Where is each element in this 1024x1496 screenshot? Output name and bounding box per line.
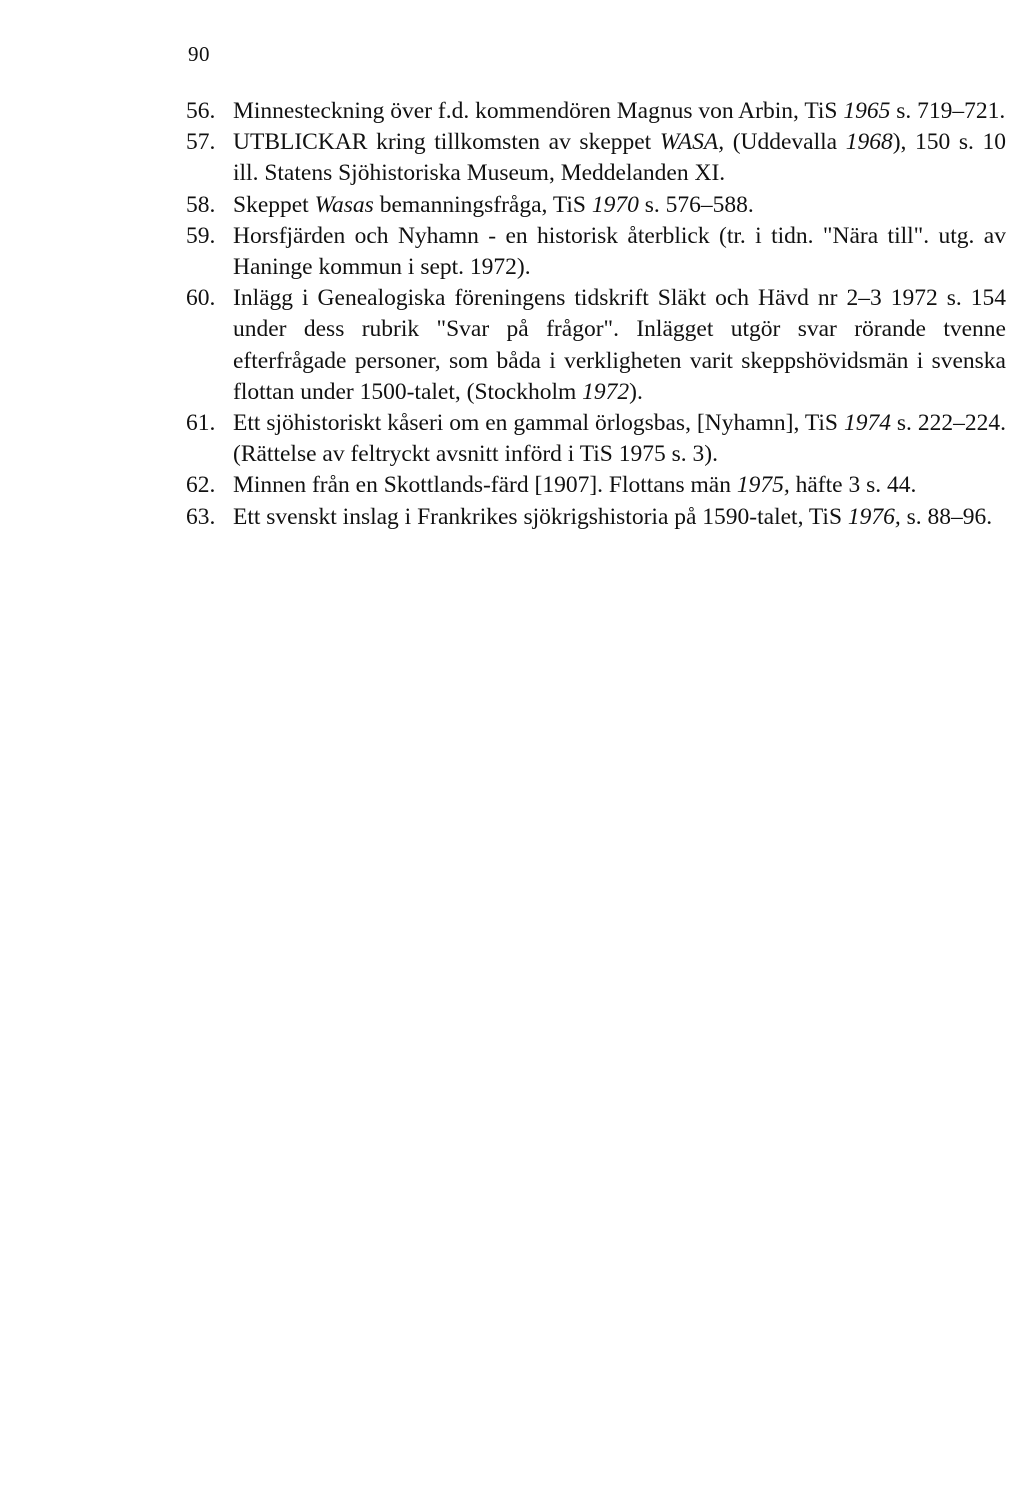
entry-text-italic: 1974 <box>843 410 891 437</box>
entry-text-segment: Minnen från en Skottlands-färd [1907]. Flottans män <box>233 472 737 499</box>
entry-number: 60. <box>186 285 216 312</box>
bibliography-list <box>186 96 1006 533</box>
entry-text-segment: s. 222–224. (Rättelse av feltryckt avsnitt införd i TiS 1975 s. 3). <box>233 410 1006 468</box>
entry-text-segment: ). <box>629 378 643 405</box>
bibliography-entry <box>186 408 1006 470</box>
entry-text-segment: (Uddevalla <box>724 129 846 156</box>
bibliography-entry <box>186 470 1006 501</box>
bibliography-entry <box>186 221 1006 283</box>
entry-text-italic: Wasas <box>314 191 374 218</box>
entry-text-segment: bemanningsfråga, TiS <box>373 191 592 218</box>
entry-text <box>233 129 1006 186</box>
entry-number: 61. <box>186 410 216 437</box>
bibliography-entry <box>186 190 1006 221</box>
entry-text <box>233 285 1006 405</box>
entry-text-italic: 1968 <box>845 129 893 156</box>
entry-text-segment: s. 88–96. <box>900 503 993 530</box>
entry-text <box>233 192 754 218</box>
entry-text-segment: Minnesteckning över f.d. kommendören Magnus von Arbin, TiS <box>233 98 844 124</box>
entry-text-italic: 1970 <box>591 191 639 218</box>
entry-text-italic: 1975, <box>736 472 790 499</box>
entry-text-segment: Skeppet <box>233 191 315 218</box>
entry-text-segment: Ett svenskt inslag i Frankrikes sjökrigshistoria på 1590-talet, TiS <box>233 503 848 530</box>
entry-text <box>233 410 1006 467</box>
entry-text-italic: WASA, <box>659 129 725 156</box>
bibliography-entry <box>186 283 1006 408</box>
entry-number: 59. <box>186 222 216 249</box>
entry-text-segment: s. 576–588. <box>638 191 754 218</box>
entry-text <box>233 472 916 498</box>
entry-text <box>233 504 992 530</box>
entry-text-segment: Ett sjöhistoriskt kåseri om en gammal örlogsbas, [Nyhamn], TiS <box>233 410 844 437</box>
entry-text-segment: Horsfjärden och Nyhamn - en historisk återblick (tr. i tidn. "Nära till". utg. av Haninge kommun i sept. 1972). <box>233 222 1006 281</box>
entry-text-italic: 1972 <box>582 378 630 405</box>
entry-text-segment: UTBLICKAR kring tillkomsten av skeppet <box>233 129 660 156</box>
entry-text <box>233 98 1005 124</box>
entry-text <box>233 223 1006 280</box>
entry-text-segment: Inlägg i Genealogiska föreningens tidskrift Släkt och Hävd nr 2–3 1972 s. 154 under dess rubrik "Svar på frågor". Inlägget utgör svar rörande tvenne efterfrågade personer, som båda i verkligheten varit skeppshövidsmän i svenska flottan under 1500-talet, (Stockholm <box>233 285 1006 405</box>
entry-text-italic: 1965 <box>843 98 891 124</box>
entry-text-segment: häfte 3 s. 44. <box>789 472 917 499</box>
page-number: 90 <box>188 42 210 66</box>
entry-number: 63. <box>186 503 216 530</box>
entry-text-italic: 1976, <box>847 503 901 530</box>
entry-text-segment: ), 150 s. 10 ill. Statens Sjöhistoriska Museum, Meddelanden XI. <box>233 129 1006 187</box>
entry-number: 58. <box>186 191 216 218</box>
entry-number: 56. <box>186 98 216 124</box>
entry-text-segment: s. 719–721. <box>890 98 1006 124</box>
bibliography-entry <box>186 502 1006 533</box>
entry-number: 62. <box>186 472 216 499</box>
bibliography-entry <box>186 96 1006 127</box>
entry-number: 57. <box>186 129 216 156</box>
bibliography-entry <box>186 127 1006 189</box>
